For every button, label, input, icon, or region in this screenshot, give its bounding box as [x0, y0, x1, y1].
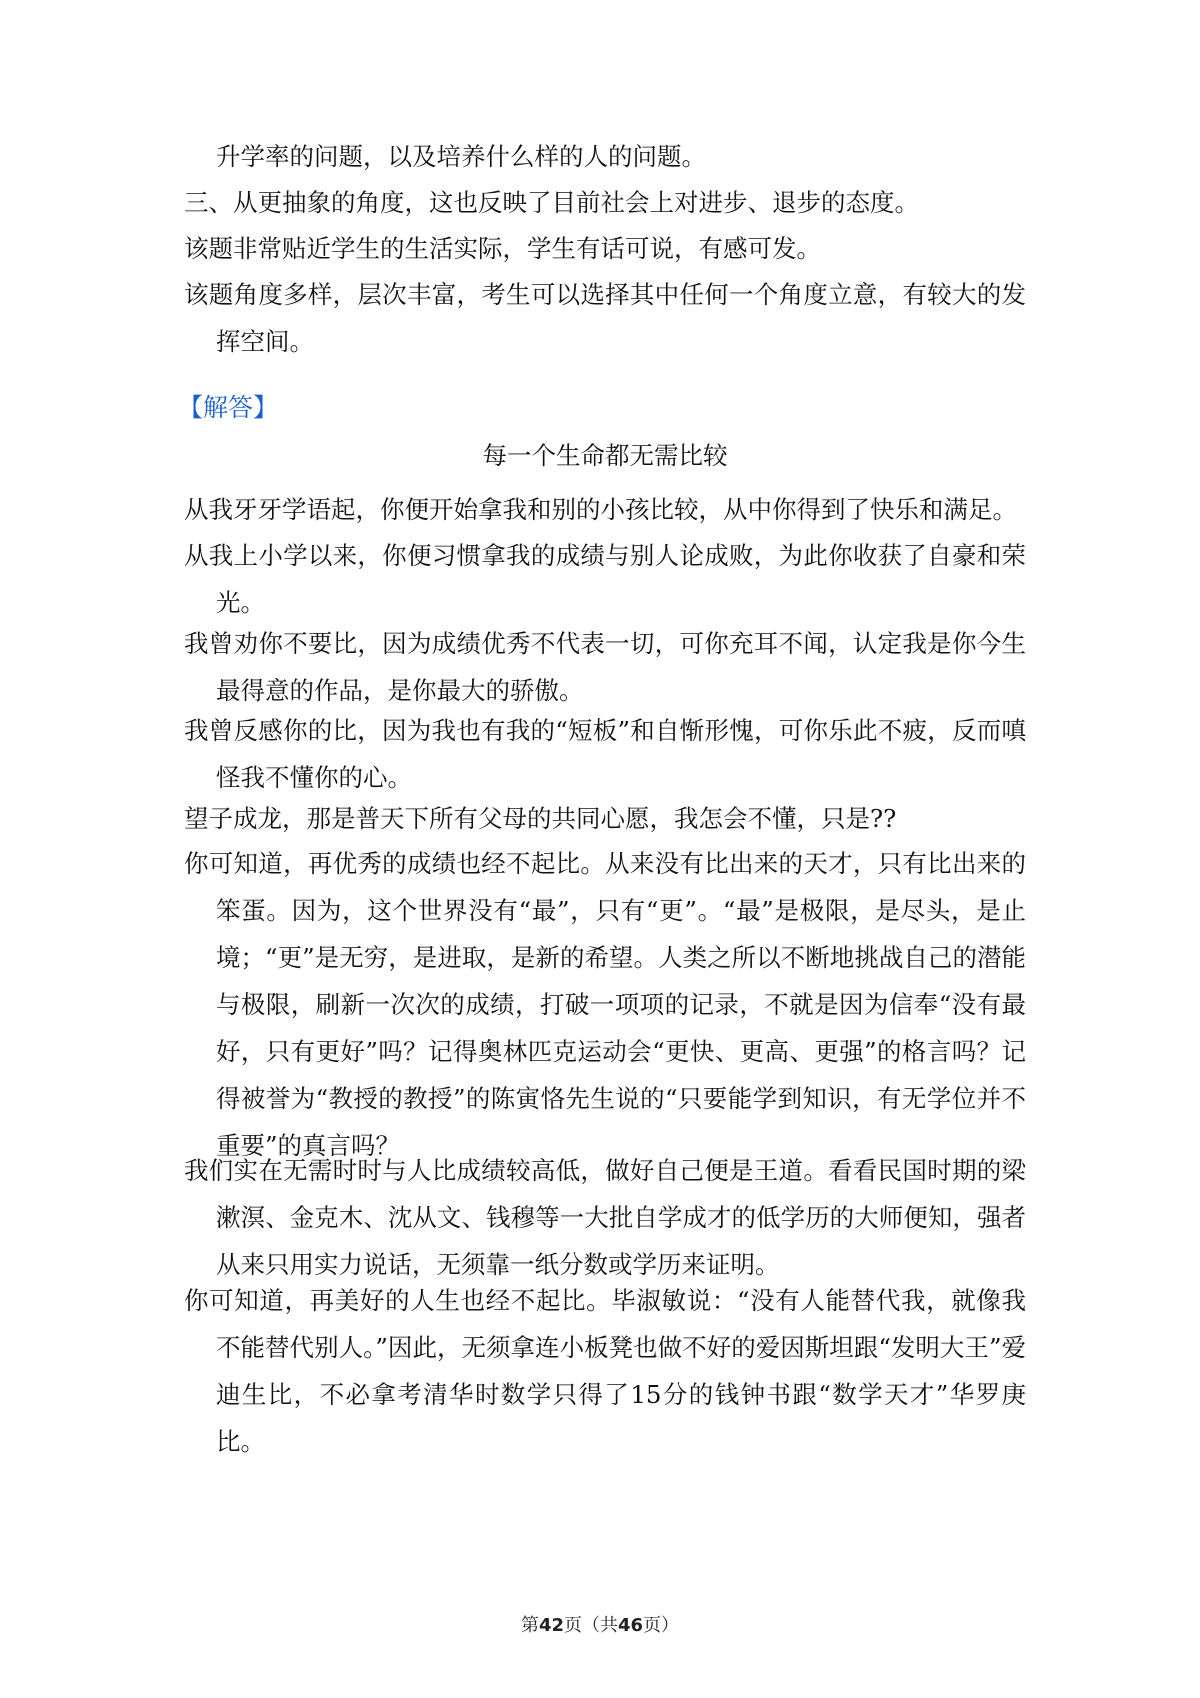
footer-suffix: 页）: [643, 1615, 680, 1636]
essay-paragraph-7: 我们实在无需时时与人比成绩较高低，做好自己便是王道。看看民国时期的梁漱溟、金克木、沈从文、钱穆等一大批自学成才的低学历的大师便知，强者从来只用实力说话，无须靠一纸分数或学历来证明。: [184, 1156, 1026, 1279]
footer-middle: 页（共: [564, 1615, 618, 1636]
footer-page-number: 42: [538, 1615, 564, 1636]
essay-paragraph-5: 望子成龙，那是普天下所有父母的共同心愿，我怎会不懂，只是??: [184, 804, 897, 833]
intro-line-4: 该题角度多样，层次丰富，考生可以选择其中任何一个角度立意，有较大的发挥空间。: [184, 280, 1026, 356]
essay-paragraph-8: 你可知道，再美好的人生也经不起比。毕淑敏说：“没有人能替代我，就像我不能替代别人。”因此，无须拿连小板凳也做不好的爱因斯坦跟“发明大王”爱迪生比，不必拿考清华时数学只得了15分的钱钟书跟“数学天才”华罗庚比。: [184, 1286, 1026, 1456]
essay-paragraph-4: 我曾反感你的比，因为我也有我的“短板”和自惭形愧，可你乐此不疲，反而嗔怪我不懂你的心。: [184, 716, 1026, 792]
answer-label: 【解答】: [178, 393, 279, 422]
essay-paragraph-2: 从我上小学以来，你便习惯拿我的成绩与别人论成败，为此你收获了自豪和荣光。: [184, 541, 1026, 617]
intro-line-3: 该题非常贴近学生的生活实际，学生有话可说，有感可发。: [184, 234, 821, 263]
footer-prefix: 第: [520, 1615, 539, 1636]
intro-line-1: 升学率的问题，以及培养什么样的人的问题。: [216, 142, 706, 171]
essay-title: 每一个生命都无需比较: [482, 441, 728, 470]
essay-paragraph-3: 我曾劝你不要比，因为成绩优秀不代表一切，可你充耳不闻，认定我是你今生最得意的作品，是你最大的骄傲。: [184, 629, 1026, 705]
page-footer: [0, 1613, 1200, 1639]
essay-paragraph-1: 从我牙牙学语起，你便开始拿我和别的小孩比较，从中你得到了快乐和满足。: [184, 495, 1017, 524]
essay-paragraph-6: 你可知道，再优秀的成绩也经不起比。从来没有比出来的天才，只有比出来的笨蛋。因为，这个世界没有“最”，只有“更”。“最”是极限，是尽头，是止境；“更”是无穷，是进取，是新的希望。人类之所以不断地挑战自己的潜能与极限，刷新一次次的成绩，打破一项项的记录，不就是因为信奉“没有最好，只有更好”吗？记得奥林匹克运动会“更快、更高、更强”的格言吗？记得被誉为“教授的教授”的陈寅恪先生说的“只要能学到知识，有无学位并不重要”的真言吗？: [184, 849, 1026, 1160]
intro-line-2: 三、从更抽象的角度，这也反映了目前社会上对进步、退步的态度。: [184, 188, 919, 217]
footer-total-pages: 46: [618, 1615, 644, 1636]
